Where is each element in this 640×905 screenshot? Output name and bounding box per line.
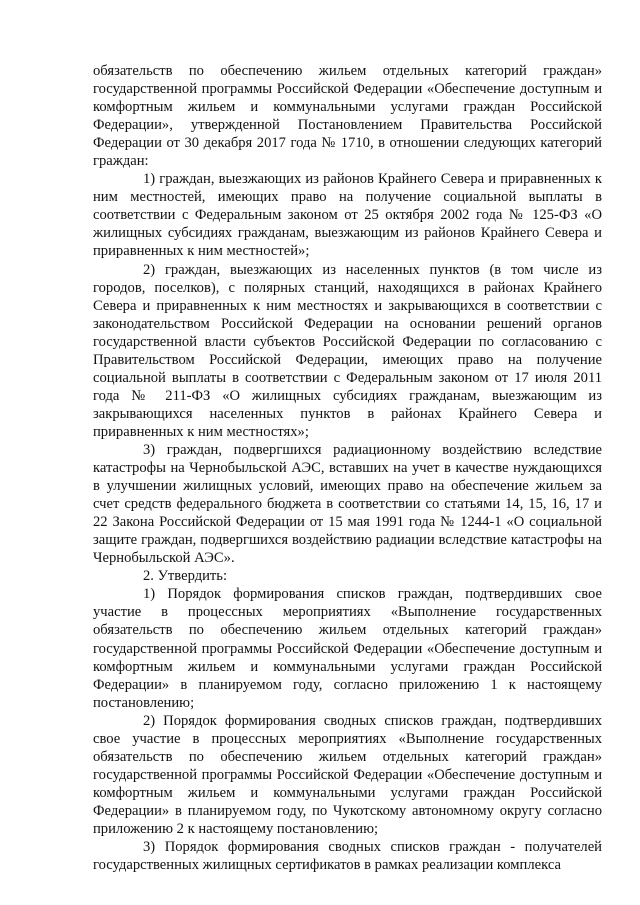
paragraph-intro: обязательств по обеспечению жильем отдельных категорий граждан» государственной программы Российской Федерации «Обеспечение доступным и комфортным жильем и коммунальными услугами граждан Российской Федерации», утвержденной Постановлением Правительства Российской Федерации от 30 декабря 2017 года № 1710, в отношении следующих категорий граждан: [93, 63, 602, 170]
document-body [93, 62, 602, 874]
paragraph-item-north: 1) граждан, выезжающих из районов Крайнего Севера и приравненных к ним местностей, имеющих право на получение социальной выплаты в соответствии с Федеральным законом от 25 октября 2002 года № 125-ФЗ «О жилищных субсидиях гражданам, выезжающим из районов Крайнего Севера и приравненных к ним местностей»; [93, 171, 602, 260]
paragraph-approve-order-3: 3) Порядок формирования сводных списков граждан - получателей государственных жилищных сертификатов в рамках реализации комплекса [93, 839, 602, 874]
paragraph-approve-order-2: 2) Порядок формирования сводных списков граждан, подтвердивших свое участие в процессных мероприятиях «Выполнение государственных обязательств по обеспечению жильем отдельных категорий граждан» государственной программы Российской Федерации «Обеспечение доступным и комфортным жильем и коммунальными услугами граждан Российской Федерации» в планируемом году, по Чукотскому автономному округу согласно приложению 2 к настоящему постановлению; [93, 712, 602, 837]
paragraph-approve-order-1: 1) Порядок формирования списков граждан, подтвердивших свое участие в процессных мероприятиях «Выполнение государственных обязательств по обеспечению жильем отдельных категорий граждан» государственной программы Российской Федерации «Обеспечение доступным и комфортным жильем и коммунальными услугами граждан Российской Федерации» в планируемом году, согласно приложению 1 к настоящему постановлению; [93, 586, 602, 711]
paragraph-item-closing-settlements: 2) граждан, выезжающих из населенных пунктов (в том числе из городов, поселков), с полярных станций, находящихся в районах Крайнего Севера и приравненных к ним местностях и закрывающихся в соответствии с законодательством Российской Федерации на основании решений органов государственной власти субъектов Российской Федерации по согласованию с Правительством Российской Федерации, имеющих право на получение социальной выплаты в соответствии с Федеральным законом от 17 июля 2011 года № 211-ФЗ «О жилищных субсидиях гражданам, выезжающим из закрывающихся населенных пунктов в районах Крайнего Севера и приравненных к ним местностях»; [93, 261, 602, 440]
paragraph-item-chernobyl: 3) граждан, подвергшихся радиационному воздействию вследствие катастрофы на Чернобыльской АЭС, вставших на учет в качестве нуждающихся в улучшении жилищных условий, имеющих право на обеспечение жильем за счет средств федерального бюджета в соответствии со статьями 14, 15, 16, 17 и 22 Закона Российской Федерации от 15 мая 1991 года № 1244-1 «О социальной защите граждан, подвергшихся воздействию радиации вследствие катастрофы на Чернобыльской АЭС». [93, 441, 602, 567]
paragraph-approve-heading: 2. Утвердить: [143, 568, 228, 585]
